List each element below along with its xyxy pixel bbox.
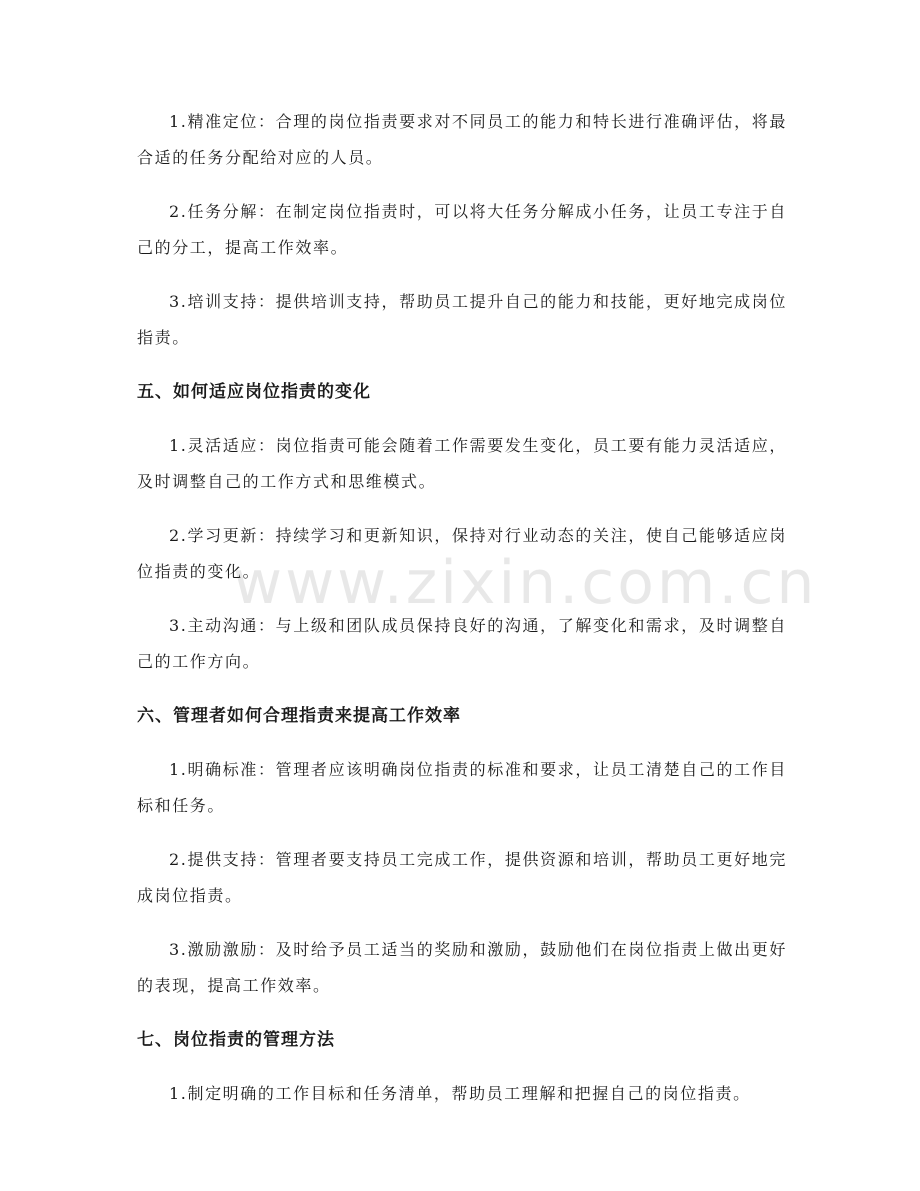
- watermark-text: www.zixin.com.cn: [233, 548, 818, 618]
- paragraph-accurate-positioning: 1.精准定位：合理的岗位指责要求对不同员工的能力和特长进行准确评估，将最合适的任务分配给对应的人员。: [137, 112, 787, 167]
- paragraph-incentives: 3.激励激励：及时给予员工适当的奖励和激励，鼓励他们在岗位指责上做出更好的表现，提高工作效率。: [137, 940, 787, 995]
- paragraph-task-breakdown: 2.任务分解：在制定岗位指责时，可以将大任务分解成小任务，让员工专注于自己的分工，提高工作效率。: [137, 202, 787, 257]
- section-heading-adapt-changes: 五、如何适应岗位指责的变化: [137, 382, 371, 402]
- section-heading-management-methods: 七、岗位指责的管理方法: [137, 1030, 335, 1050]
- paragraph-flexible-adaptation: 1.灵活适应：岗位指责可能会随着工作需要发生变化，员工要有能力灵活适应，及时调整自己的工作方式和思维模式。: [137, 436, 787, 491]
- section-heading-manager-efficiency: 六、管理者如何合理指责来提高工作效率: [137, 706, 461, 726]
- document-body: [137, 104, 787, 1130]
- paragraph-clear-goals: 1.制定明确的工作目标和任务清单，帮助员工理解和把握自己的岗位指责。: [169, 1084, 751, 1103]
- paragraph-active-communication: 3.主动沟通：与上级和团队成员保持良好的沟通，了解变化和需求，及时调整自己的工作方向。: [137, 616, 787, 671]
- paragraph-learning-update: 2.学习更新：持续学习和更新知识，保持对行业动态的关注，使自己能够适应岗位指责的变化。: [137, 526, 787, 581]
- paragraph-training-support: 3.培训支持：提供培训支持，帮助员工提升自己的能力和技能，更好地完成岗位指责。: [137, 292, 787, 347]
- paragraph-clear-standards: 1.明确标准：管理者应该明确岗位指责的标准和要求，让员工清楚自己的工作目标和任务。: [137, 760, 787, 815]
- paragraph-provide-support: 2.提供支持：管理者要支持员工完成工作，提供资源和培训，帮助员工更好地完成岗位指责。: [137, 850, 787, 905]
